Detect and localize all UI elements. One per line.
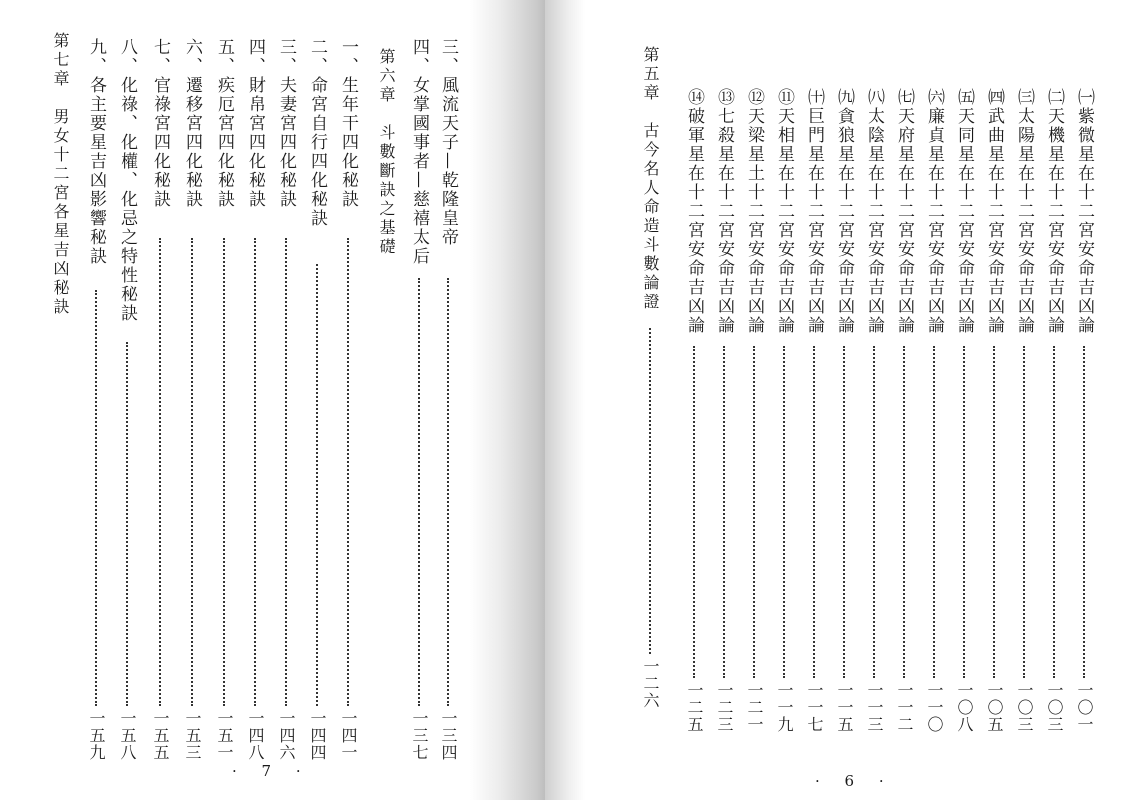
toc-entry-page: 一一二: [895, 682, 914, 733]
toc-entry-page: 一五五: [151, 710, 170, 761]
dot-leader: [933, 346, 935, 678]
chapter-title: 第五章 古今名人命造斗數論證: [641, 46, 660, 312]
dot-leader: [347, 238, 349, 706]
chapter-title: 第七章 男女十二宮各星吉凶秘訣: [51, 32, 70, 317]
toc-entry-page: 一三四: [439, 710, 458, 761]
chapter-heading: [46, 32, 74, 732]
toc-entry: [830, 88, 858, 788]
toc-entry-page: 一二三: [715, 682, 734, 733]
dot-leader: [418, 278, 420, 706]
toc-entry-title: ⑬七殺星在十二宮安命吉凶論: [714, 88, 734, 335]
toc-entry: [740, 88, 768, 788]
toc-entry-page: 一二六: [641, 658, 660, 709]
toc-entry-title: 四、財帛宮四化秘訣: [245, 38, 265, 209]
dot-leader: [191, 238, 193, 706]
toc-entry-page: 一一三: [865, 682, 884, 733]
toc-entry-title: ⑪天相星在十二宮安命吉凶論: [774, 88, 794, 335]
toc-entry: [860, 88, 888, 788]
toc-entry: [1040, 88, 1068, 788]
toc-entry-title: ㈢太陽星在十二宮安命吉凶論: [1014, 88, 1034, 335]
left-page: [0, 0, 525, 800]
toc-entry: [178, 38, 206, 761]
toc-entry: [710, 88, 738, 788]
dot-leader: [95, 290, 97, 706]
dot-leader: [447, 278, 449, 706]
toc-entry-title: 一、生年干四化秘訣: [338, 38, 358, 209]
dot-leader: [159, 238, 161, 706]
toc-entry: [1010, 88, 1038, 788]
gutter-shadow: [470, 0, 545, 800]
dot-leader: [963, 346, 965, 678]
toc-entry-title: ⑭破軍星在十二宮安命吉凶論: [684, 88, 704, 335]
dot-leader: [316, 264, 318, 706]
toc-entry: [770, 88, 798, 788]
dot-leader: [843, 346, 845, 678]
toc-entry-page: 一〇三: [1045, 682, 1064, 733]
toc-entry-page: 一一七: [805, 682, 824, 733]
dot-leader: [903, 346, 905, 678]
toc-entry: [890, 88, 918, 788]
toc-entry-title: 八、化祿、化權、化忌之特性秘訣: [117, 38, 137, 323]
toc-entry-title: 九、各主要星吉凶影響秘訣: [86, 38, 106, 266]
gutter-shadow: [545, 0, 585, 800]
toc-entry: [800, 88, 828, 788]
dot-leader: [1083, 346, 1085, 678]
dot-leader: [1023, 346, 1025, 678]
toc-entry: [920, 88, 948, 788]
toc-entry-page: 一四六: [277, 710, 296, 761]
toc-entry-page: 一五九: [87, 710, 106, 761]
toc-entry-title: ㈡天機星在十二宮安命吉凶論: [1044, 88, 1064, 335]
toc-entry-page: 一四四: [308, 710, 327, 761]
dot-leader: [993, 346, 995, 678]
toc-entry: [680, 88, 708, 788]
toc-entry-page: 一四一: [339, 710, 358, 761]
toc-entry-title: ㈣武曲星在十二宮安命吉凶論: [984, 88, 1004, 335]
toc-entry-page: 一〇三: [1015, 682, 1034, 733]
dot-leader: [783, 346, 785, 678]
toc-entry: [334, 38, 362, 761]
toc-entry-page: 一五三: [183, 710, 202, 761]
toc-entry-title: 二、命宮自行四化秘訣: [307, 38, 327, 228]
dot-leader: [873, 346, 875, 678]
right-page: [600, 0, 1145, 800]
toc-entry: [241, 38, 269, 761]
dot-leader: [813, 346, 815, 678]
dot-leader: [254, 238, 256, 706]
toc-entry: [146, 38, 174, 761]
dot-leader: [285, 238, 287, 706]
dot-leader: [693, 346, 695, 678]
toc-entry: [210, 38, 238, 761]
dot-leader: [649, 328, 651, 654]
dot-leader: [723, 346, 725, 678]
page-number: · 7 ·: [232, 762, 311, 780]
toc-entry-title: 七、官祿宮四化秘訣: [150, 38, 170, 209]
toc-entry-page: 一一五: [835, 682, 854, 733]
dot-leader: [753, 346, 755, 678]
toc-entry: [950, 88, 978, 788]
toc-entry-title: 三、夫妻宮四化秘訣: [276, 38, 296, 209]
toc-entry-title: ⑫天梁星土十二宮安命吉凶論: [744, 88, 764, 335]
toc-entry-title: ㈦天府星在十二宮安命吉凶論: [894, 88, 914, 335]
toc-entry-title: ㈠紫微星在十二宮安命吉凶論: [1074, 88, 1094, 335]
toc-entry-title: ㈤天同星在十二宮安命吉凶論: [954, 88, 974, 335]
toc-entry-page: 一五八: [118, 710, 137, 761]
toc-entry: [82, 38, 110, 761]
toc-entry-page: 一〇八: [955, 682, 974, 733]
toc-entry-page: 一二一: [745, 682, 764, 733]
toc-entry: [434, 38, 462, 761]
toc-entry-page: 一五一: [215, 710, 234, 761]
toc-entry-title: 四、女掌國事者—慈禧太后: [409, 38, 429, 266]
toc-entry: [272, 38, 300, 761]
toc-entry-page: 一二五: [685, 682, 704, 733]
toc-entry-title: ㈥廉貞星在十二宮安命吉凶論: [924, 88, 944, 335]
toc-entry: [1070, 88, 1098, 788]
toc-entry-title: ㈧太陰星在十二宮安命吉凶論: [864, 88, 884, 335]
toc-entry-title: ㈩巨門星在十二宮安命吉凶論: [804, 88, 824, 335]
toc-entry: [980, 88, 1008, 788]
toc-entry-title: 六、遷移宮四化秘訣: [182, 38, 202, 209]
dot-leader: [223, 238, 225, 706]
toc-entry-page: 一四八: [246, 710, 265, 761]
toc-entry-page: 一一九: [775, 682, 794, 733]
toc-entry-title: 三、風流天子—乾隆皇帝: [438, 38, 458, 247]
chapter-heading: [372, 48, 400, 748]
chapter-title: 第六章 斗數斷訣之基礎: [377, 48, 396, 257]
toc-entry-title: 五、疾厄宮四化秘訣: [214, 38, 234, 209]
toc-entry-page: 一三七: [410, 710, 429, 761]
toc-entry: [303, 38, 331, 761]
chapter-heading: [636, 46, 664, 746]
dot-leader: [1053, 346, 1055, 678]
toc-entry-page: 一〇五: [985, 682, 1004, 733]
toc-entry: [405, 38, 433, 761]
toc-entry-page: 一〇一: [1075, 682, 1094, 733]
toc-entry-title: ㈨貪狼星在十二宮安命吉凶論: [834, 88, 854, 335]
toc-entry-page: 一一〇: [925, 682, 944, 733]
page-number: · 6 ·: [815, 772, 894, 790]
dot-leader: [126, 342, 128, 706]
toc-entry: [113, 38, 141, 761]
